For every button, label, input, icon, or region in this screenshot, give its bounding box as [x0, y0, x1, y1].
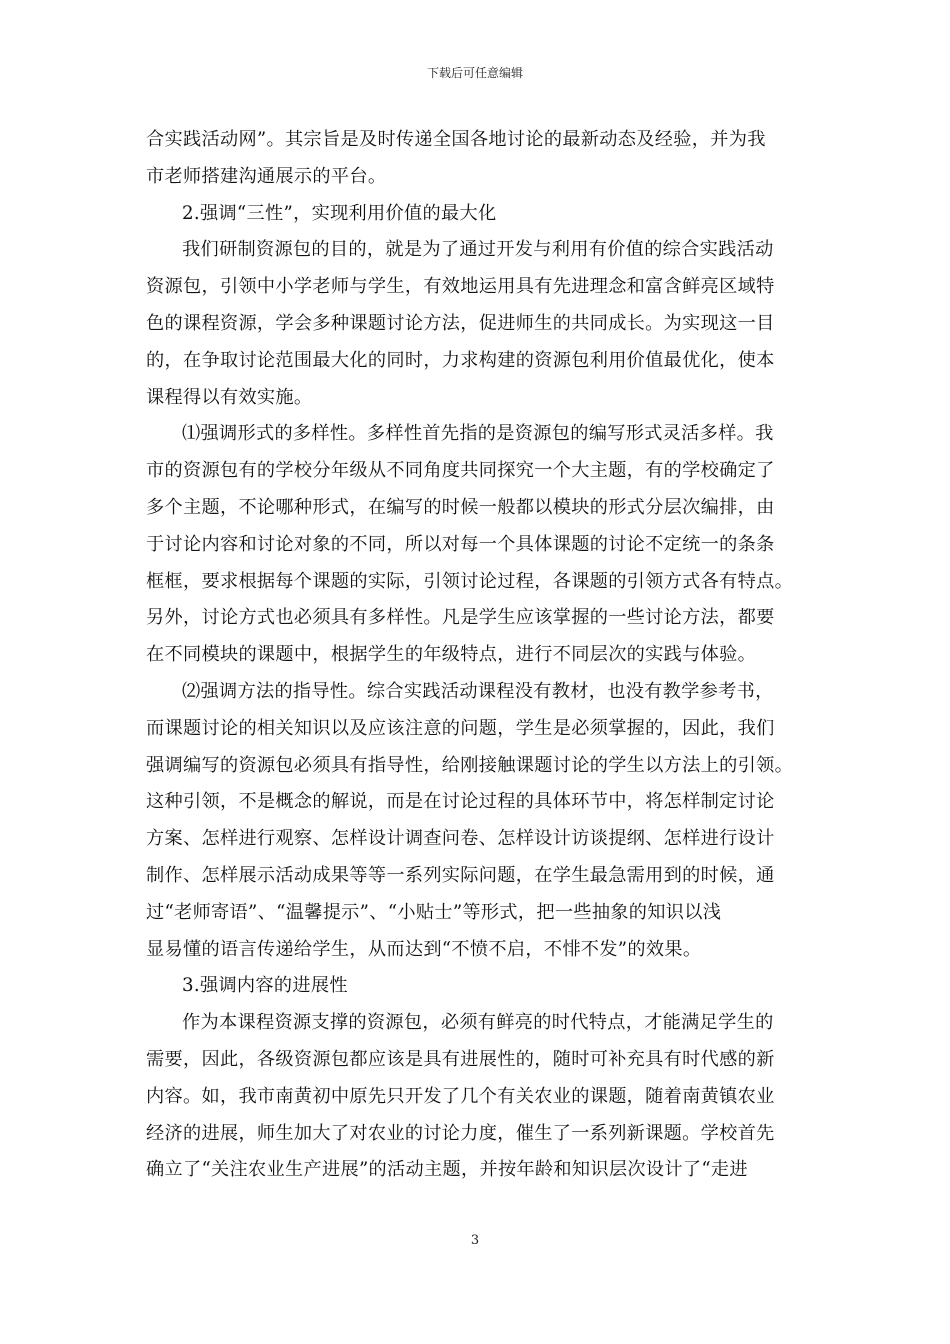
text-line: 强调编写的资源包必须具有指导性，给刚接触课题讨论的学生以方法上的引领。 — [146, 754, 794, 776]
text-line: 这种引领，不是概念的解说，而是在讨论过程的具体环节中，将怎样制定讨论 — [146, 791, 775, 813]
text-line: 我们研制资源包的目的，就是为了通过开发与利用有价值的综合实践活动 — [182, 239, 774, 261]
text-line: 的，在争取讨论范围最大化的同时，力求构建的资源包利用价值最优化，使本 — [146, 349, 775, 371]
text-line: 课程得以有效实施。 — [146, 386, 313, 408]
text-line: 2.强调“三性”，实现利用价值的最大化 — [182, 202, 497, 224]
page-header: 下载后可任意编辑 — [426, 66, 523, 80]
text-line: 3.强调内容的进展性 — [182, 975, 348, 997]
text-line: 制作、怎样展示活动成果等等一系列实际问题，在学生最急需用到的时候，通 — [146, 864, 775, 886]
text-line: 确立了“关注农业生产进展”的活动主题，并按年龄和知识层次设计了“走进 — [146, 1159, 748, 1181]
document-body — [146, 122, 804, 1189]
text-line: 作为本课程资源支撑的资源包，必须有鲜亮的时代特点，才能满足学生的 — [182, 1012, 774, 1034]
text-line: 合实践活动网”。其宗旨是及时传递全国各地讨论的最新动态及经验，并为我 — [146, 129, 766, 150]
text-line: 色的课程资源，学会多种课题讨论方法，促进师生的共同成长。为实现这一目 — [146, 312, 775, 334]
text-line: 而课题讨论的相关知识以及应该注意的问题，学生是必须掌握的，因此，我们 — [146, 717, 775, 739]
text-line: 在不同模块的课题中，根据学生的年级特点，进行不同层次的实践与体验。 — [146, 644, 757, 666]
text-line: 市的资源包有的学校分年级从不同角度共同探究一个大主题，有的学校确定了 — [146, 460, 775, 482]
page-number: 3 — [470, 1233, 480, 1248]
text-line: 经济的进展，师生加大了对农业的讨论力度，催生了一系列新课题。学校首先 — [146, 1122, 775, 1144]
text-line: 内容。如，我市南黄初中原先只开发了几个有关农业的课题，随着南黄镇农业 — [146, 1085, 775, 1107]
text-line: 框框，要求根据每个课题的实际，引领讨论过程，各课题的引领方式各有特点。 — [146, 570, 794, 592]
text-line: 需要，因此，各级资源包都应该是具有进展性的，随时可补充具有时代感的新 — [146, 1048, 775, 1070]
text-line: 资源包，引领中小学老师与学生，有效地运用具有先进理念和富含鲜亮区域特 — [146, 276, 775, 298]
text-line: 于讨论内容和讨论对象的不同，所以对每一个具体课题的讨论不定统一的条条 — [146, 533, 775, 555]
text-line: 市老师搭建沟通展示的平台。 — [146, 165, 387, 187]
text-line: 多个主题，不论哪种形式，在编写的时候一般都以模块的形式分层次编排，由 — [146, 496, 775, 518]
text-line: ⑵强调方法的指导性。综合实践活动课程没有教材，也没有教学参考书， — [182, 680, 774, 702]
text-line: ⑴强调形式的多样性。多样性首先指的是资源包的编写形式灵活多样。我 — [182, 423, 774, 445]
text-line: 显易懂的语言传递给学生，从而达到“不愤不启，不悱不发”的效果。 — [146, 938, 702, 960]
text-line: 过“老师寄语”、“温馨提示”、“小贴士”等形式，把一些抽象的知识以浅 — [146, 901, 722, 923]
text-line: 方案、怎样进行观察、怎样设计调查问卷、怎样设计访谈提纲、怎样进行设计 — [146, 828, 775, 850]
text-line: 另外，讨论方式也必须具有多样性。凡是学生应该掌握的一些讨论方法，都要 — [146, 607, 775, 629]
